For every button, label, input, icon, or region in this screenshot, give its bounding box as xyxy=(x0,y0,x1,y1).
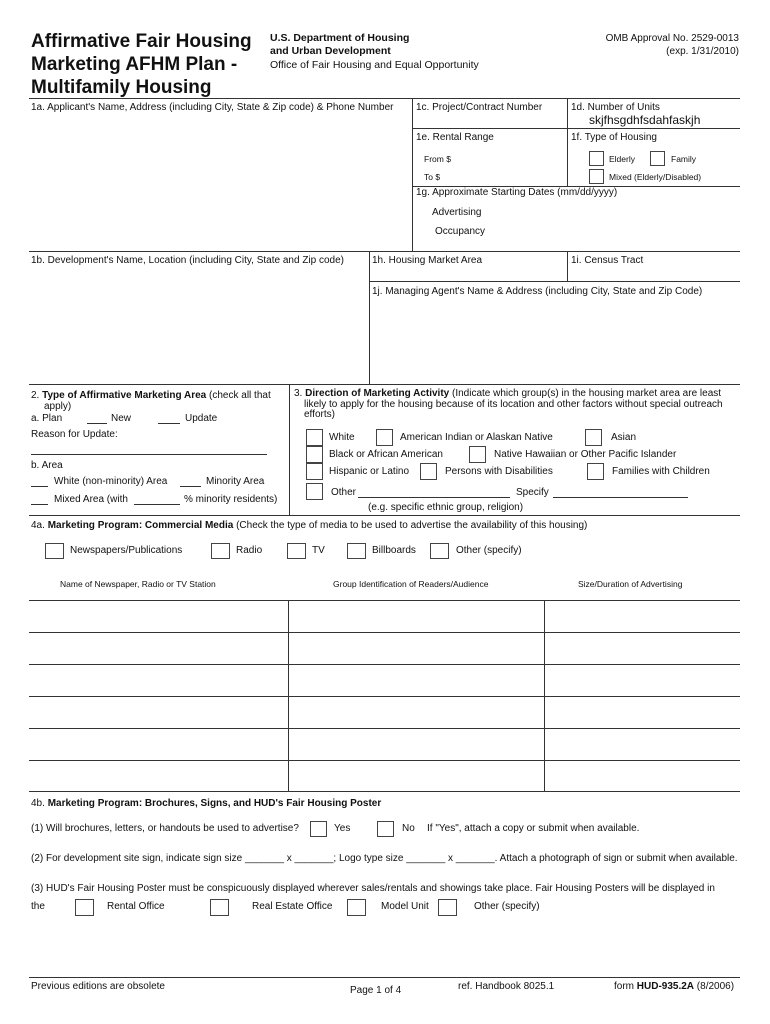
agency-name xyxy=(270,32,409,58)
rule-1b-right xyxy=(369,251,370,384)
radio-label: Radio xyxy=(236,545,263,556)
brochures-yes-label: Yes xyxy=(334,823,351,834)
media-table-row-line xyxy=(29,632,740,633)
sec4b-heading xyxy=(31,798,381,809)
rule-1h-right xyxy=(567,251,568,281)
rule-1j-top xyxy=(369,281,740,282)
asian-label: Asian xyxy=(611,432,637,443)
family-checkbox[interactable] xyxy=(650,151,665,166)
rule-1b-top xyxy=(29,251,740,252)
media-table-row-line xyxy=(29,664,740,665)
rule-1a-right xyxy=(412,98,413,251)
units-value[interactable]: skjfhsgdhfsdahfaskjh xyxy=(589,113,701,127)
black-label: Black or African American xyxy=(329,449,443,460)
other-group-checkbox[interactable] xyxy=(306,483,323,500)
rental-office-checkbox[interactable] xyxy=(75,899,94,916)
billboards-label: Billboards xyxy=(372,545,416,556)
omb-number: OMB Approval No. 2529-0013 xyxy=(605,33,739,44)
field-1d-label: 1d. Number of Units xyxy=(571,102,660,113)
model-unit-label: Model Unit xyxy=(381,901,429,912)
media-table-row-line xyxy=(29,696,740,697)
form-number xyxy=(614,981,734,992)
mixed-area-label: Mixed Area (with xyxy=(54,494,128,505)
form-prefix: form xyxy=(614,981,637,992)
white-area-blank[interactable] xyxy=(31,486,48,487)
other-group-line[interactable] xyxy=(358,497,510,498)
sec3-heading-line3: efforts) xyxy=(304,409,335,420)
families-children-checkbox[interactable] xyxy=(587,463,604,480)
title-line-1: Affirmative Fair Housing xyxy=(31,31,252,52)
native-hawaiian-checkbox[interactable] xyxy=(469,446,486,463)
mixed-area-blank[interactable] xyxy=(31,504,48,505)
field-1i-label: 1i. Census Tract xyxy=(571,255,644,266)
family-label: Family xyxy=(671,154,697,164)
asian-checkbox[interactable] xyxy=(585,429,602,446)
media-table-col-line xyxy=(288,600,289,791)
update-label: Update xyxy=(185,413,218,424)
sec4a-heading-rest: (Check the type of media to be used to advertise the availability of this housing) xyxy=(233,520,588,531)
sec4a-heading xyxy=(31,520,587,531)
other-place-checkbox[interactable] xyxy=(438,899,457,916)
occupancy-label: Occupancy xyxy=(435,226,486,237)
elderly-label: Elderly xyxy=(609,154,635,164)
minority-residents-label: % minority residents) xyxy=(184,494,278,505)
white-label: White xyxy=(329,432,355,443)
omb-approval xyxy=(606,32,739,58)
update-blank[interactable] xyxy=(158,423,180,424)
billboards-checkbox[interactable] xyxy=(347,543,366,559)
field-1g-label: 1g. Approximate Starting Dates (mm/dd/yyyy) xyxy=(416,187,618,198)
page-number: Page 1 of 4 xyxy=(350,985,402,996)
reason-label: Reason for Update: xyxy=(31,429,118,440)
field-1c-label: 1c. Project/Contract Number xyxy=(416,102,543,113)
elderly-checkbox[interactable] xyxy=(589,151,604,166)
poster-statement: (3) HUD's Fair Housing Poster must be conspicuously displayed wherever sales/rentals and showings take place. Fair Housing Posters will be displayed in xyxy=(31,883,715,894)
office-name: Office of Fair Housing and Equal Opportunity xyxy=(270,59,479,71)
hispanic-checkbox[interactable] xyxy=(306,463,323,480)
form-id: HUD-935.2A xyxy=(636,981,695,992)
area-label: b. Area xyxy=(31,460,63,471)
minority-percent-blank[interactable] xyxy=(134,504,180,505)
title-line-3: Multifamily Housing xyxy=(31,77,212,98)
form-date: (8/2006) xyxy=(694,981,735,992)
poster-the-label: the xyxy=(31,901,45,912)
sec2-heading xyxy=(31,390,271,401)
field-1f-label: 1f. Type of Housing xyxy=(571,132,657,143)
field-1a-label: 1a. Applicant's Name, Address (including City, State & Zip code) & Phone Number xyxy=(31,102,394,113)
omb-expiration: (exp. 1/31/2010) xyxy=(666,46,739,57)
mixed-label: Mixed (Elderly/Disabled) xyxy=(609,172,702,182)
brochures-no-checkbox[interactable] xyxy=(377,821,394,837)
title-line-2: Marketing AFHM Plan - xyxy=(31,54,238,75)
col-station-header: Name of Newspaper, Radio or TV Station xyxy=(60,579,216,589)
black-checkbox[interactable] xyxy=(306,446,323,463)
rule-sec2-right xyxy=(289,384,290,515)
sec3-heading-rest: (Indicate which group(s) in the housing market area are least xyxy=(449,388,722,399)
rule-sec2-top xyxy=(29,384,740,385)
media-table-row-line xyxy=(29,760,740,761)
media-table-row-line xyxy=(29,600,740,601)
sign-size-question: (2) For development site sign, indicate sign size _______ x _______; Logo type size _______ x _______. Attach a photograph of sign or submit when available. xyxy=(31,853,738,864)
hispanic-label: Hispanic or Latino xyxy=(329,466,410,477)
newspapers-checkbox[interactable] xyxy=(45,543,64,559)
radio-checkbox[interactable] xyxy=(211,543,230,559)
agency-line-1: U.S. Department of Housing xyxy=(270,32,410,44)
media-table-col-line xyxy=(544,600,545,791)
media-table-row-line xyxy=(29,791,740,792)
specify-line[interactable] xyxy=(553,497,688,498)
brochures-no-label: No xyxy=(402,823,415,834)
agency-line-2: and Urban Development xyxy=(270,45,391,57)
handbook-ref: ref. Handbook 8025.1 xyxy=(458,981,555,992)
families-children-label: Families with Children xyxy=(612,466,710,477)
sec2-heading-bold: Type of Affirmative Marketing Area xyxy=(42,390,207,401)
group-example-note: (e.g. specific ethnic group, religion) xyxy=(368,502,524,513)
reason-line[interactable] xyxy=(31,454,267,455)
real-estate-office-checkbox[interactable] xyxy=(210,899,229,916)
disabilities-label: Persons with Disabilities xyxy=(445,466,553,477)
rule-1e-top xyxy=(412,128,740,129)
footer-rule xyxy=(29,977,740,978)
form-title xyxy=(31,30,252,99)
plan-label: a. Plan xyxy=(31,413,63,424)
american-indian-label: American Indian or Alaskan Native xyxy=(400,432,553,443)
sec3-heading-bold: Direction of Marketing Activity xyxy=(305,388,450,399)
field-1j-label: 1j. Managing Agent's Name & Address (including City, State and Zip Code) xyxy=(372,286,703,297)
rent-from-label: From $ xyxy=(424,154,451,164)
mixed-checkbox[interactable] xyxy=(589,169,604,184)
minority-area-label: Minority Area xyxy=(206,476,265,487)
tv-label: TV xyxy=(312,545,325,556)
sec4b-heading-bold: Marketing Program: Brochures, Signs, and HUD's Fair Housing Poster xyxy=(47,798,382,809)
other-media-checkbox[interactable] xyxy=(430,543,449,559)
field-1e-label: 1e. Rental Range xyxy=(416,132,494,143)
sec2-heading-num: 2. xyxy=(31,390,43,401)
brochures-note: If "Yes", attach a copy or submit when available. xyxy=(427,823,640,834)
minority-area-blank[interactable] xyxy=(180,486,201,487)
brochures-yes-checkbox[interactable] xyxy=(310,821,327,837)
rental-office-label: Rental Office xyxy=(107,901,165,912)
obsolete-notice: Previous editions are obsolete xyxy=(31,981,165,992)
rule-4a-top xyxy=(29,515,740,516)
media-table-row-line xyxy=(29,728,740,729)
newspapers-label: Newspapers/Publications xyxy=(70,545,183,556)
sec2-heading-line2: apply) xyxy=(44,401,72,412)
white-area-label: White (non-minority) Area xyxy=(54,476,168,487)
col-audience-header: Group Identification of Readers/Audience xyxy=(333,579,489,589)
new-blank[interactable] xyxy=(87,423,107,424)
field-1h-label: 1h. Housing Market Area xyxy=(372,255,483,266)
advertising-label: Advertising xyxy=(432,207,482,218)
sec4b-heading-num: 4b. xyxy=(31,798,48,809)
new-label: New xyxy=(111,413,132,424)
sec3-heading xyxy=(294,388,721,399)
disabilities-checkbox[interactable] xyxy=(420,463,437,480)
sec4a-heading-bold: Marketing Program: Commercial Media xyxy=(47,520,234,531)
rent-to-label: To $ xyxy=(424,172,441,182)
field-1b-label: 1b. Development's Name, Location (including City, State and Zip code) xyxy=(31,255,344,266)
tv-checkbox[interactable] xyxy=(287,543,306,559)
other-group-label: Other xyxy=(331,487,357,498)
model-unit-checkbox[interactable] xyxy=(347,899,366,916)
american-indian-checkbox[interactable] xyxy=(376,429,393,446)
white-checkbox[interactable] xyxy=(306,429,323,446)
sec3-heading-num: 3. xyxy=(294,388,306,399)
sec2-heading-rest: (check all that xyxy=(206,390,271,401)
brochures-question: (1) Will brochures, letters, or handouts be used to advertise? xyxy=(31,823,299,834)
other-place-label: Other (specify) xyxy=(474,901,540,912)
col-duration-header: Size/Duration of Advertising xyxy=(578,579,683,589)
specify-label: Specify xyxy=(516,487,549,498)
rule-1c-right xyxy=(567,98,568,186)
native-hawaiian-label: Native Hawaiian or Other Pacific Islander xyxy=(494,449,677,460)
sec3-heading-line2: likely to apply for the housing because of its location and other factors without special outreach xyxy=(304,399,723,410)
real-estate-office-label: Real Estate Office xyxy=(252,901,333,912)
sec4a-heading-num: 4a. xyxy=(31,520,48,531)
rule-top xyxy=(29,98,740,99)
other-media-label: Other (specify) xyxy=(456,545,522,556)
